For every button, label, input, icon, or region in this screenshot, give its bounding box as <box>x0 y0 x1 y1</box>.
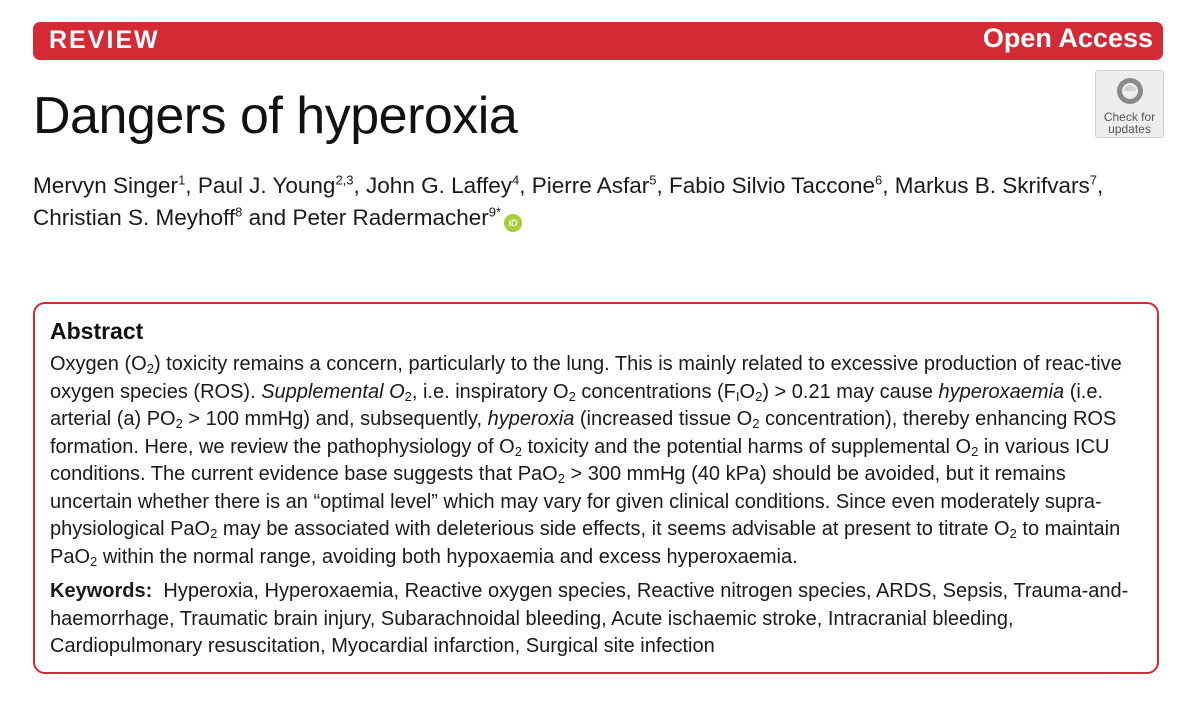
keywords-label: Keywords: <box>50 580 153 602</box>
author-list: Mervyn Singer$^1$, Paul J. Young$^{2,3}$, John G. Laffey$^4$, Pierre Asfar$^5$, Fabio Silvio Taccone$^6$, Markus B. Skrifvars$^7$, Christian S. Meyhoff$^8$ and Peter Radermacher$^{9*}$iD <box>33 172 1104 230</box>
open-access-label: Open Access <box>982 23 1153 53</box>
keywords-text: Hyperoxia, Hyperoxaemia, Reactive oxygen species, Reactive nitrogen species, ARDS, Sepsis, Trauma-and-haemorrhage, Traumatic brain injury, Subarachnoidal bleeding, Acute ischaemic stroke, Intracranial bleeding, Cardiopulmonary resuscitation, Myocardial infarction, Surgical site infection <box>50 580 1129 657</box>
author-affiliation: 2,3 <box>335 172 354 188</box>
author-affiliation: 7 <box>1089 172 1097 188</box>
author-affiliation: 5 <box>649 172 657 188</box>
article-type-banner <box>33 22 1163 60</box>
author-affiliation: 8 <box>235 204 243 220</box>
abstract-box <box>33 302 1159 674</box>
check-for-updates-badge[interactable] <box>1095 70 1164 138</box>
abstract-heading: Abstract <box>50 318 144 344</box>
abstract-text: Oxygen $(O_2)$ toxicity remains a concern, particularly to the lung. This is mainly related to excessive production of reac-tive oxygen species (ROS). Supplemental $O_2$, i.e. inspiratory $O_2$ concentrations $(F_IO_2) > 0.21$ may cause hyperoxaemia (i.e. arterial (a) $PO_2 > 100$ mmHg) and, subsequently, hyperoxia (increased tissue $O_2$ concentration), thereby enhancing ROS formation. Here, we review the pathophysiology of $O_2$ toxicity and the potential harms of supplemental $O_2$ in various ICU conditions. The current evidence base suggests that PaO$_2$ > 300 mmHg (40 kPa) should be avoided, but it remains uncertain whether there is an “optimal level” which may vary for given clinical conditions. Since even moderately supra-physiological PaO$_2$ may be associated with deleterious side effects, it seems advisable at present to titrate $O_2$ to maintain PaO$_2$ within the normal range, avoiding both hypoxaemia and excess hyperoxaemia. <box>50 353 1122 569</box>
abstract-body <box>50 351 1140 661</box>
article-type-label: REVIEW <box>49 26 160 54</box>
author-affiliation: 9* <box>488 204 502 220</box>
author-name: John G. Laffey <box>366 173 512 198</box>
author-name: Christian S. Meyhoff <box>33 205 236 230</box>
author-name: Pierre Asfar <box>531 173 650 198</box>
author-name: Fabio Silvio Taccone <box>669 173 875 198</box>
badge-line-1: Check for <box>1103 110 1156 124</box>
orcid-icon[interactable]: iD <box>504 214 522 232</box>
author-name: Peter Radermacher <box>292 205 489 230</box>
crossmark-icon <box>1115 76 1145 106</box>
keywords <box>50 578 1140 661</box>
article-title: Dangers of hyperoxia <box>33 87 518 145</box>
author-affiliation: 6 <box>874 172 883 188</box>
author-affiliation: 1 <box>178 172 186 188</box>
author-name: Mervyn Singer <box>33 173 179 198</box>
author-name: Paul J. Young <box>197 173 336 198</box>
badge-line-2: updates <box>1108 122 1151 136</box>
author-affiliation: 4 <box>511 172 520 188</box>
author-name: Markus B. Skrifvars <box>894 173 1090 198</box>
